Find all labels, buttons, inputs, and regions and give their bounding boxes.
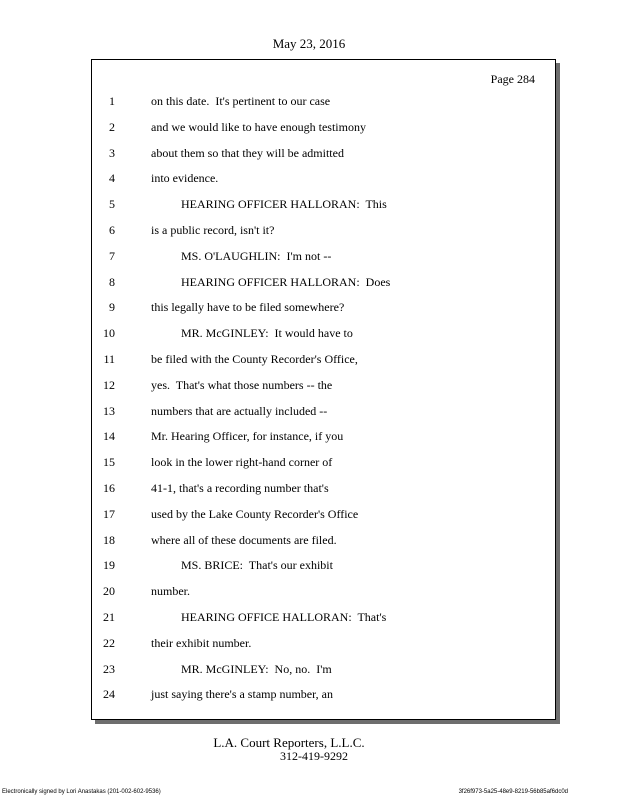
transcript-page (91, 59, 556, 720)
transcript-line (92, 533, 555, 559)
line-number: 18 (103, 532, 115, 547)
line-text: MS. BRICE: That's our exhibit (181, 558, 333, 573)
line-text: their exhibit number. (151, 635, 252, 650)
line-number: 12 (103, 377, 115, 392)
transcript-line (92, 636, 555, 662)
line-text: be filed with the County Recorder's Office, (151, 351, 358, 366)
line-text: MR. McGINLEY: No, no. I'm (181, 661, 332, 676)
transcript-line (92, 94, 555, 120)
transcript-line (92, 249, 555, 275)
line-number: 22 (103, 635, 115, 650)
page-number: Page 284 (490, 72, 535, 86)
transcript-line (92, 378, 555, 404)
footer-company: L.A. Court Reporters, L.L.C. (213, 735, 365, 750)
transcript-line (92, 662, 555, 688)
line-text: yes. That's what those numbers -- the (151, 377, 333, 392)
line-number: 9 (109, 300, 115, 315)
line-number: 11 (103, 351, 115, 366)
line-text: is a public record, isn't it? (151, 222, 275, 237)
transcript-line (92, 223, 555, 249)
line-text: MS. O'LAUGHLIN: I'm not -- (181, 248, 332, 263)
line-text: used by the Lake County Recorder's Office (151, 506, 359, 521)
line-number: 24 (103, 687, 115, 702)
transcript-line (92, 120, 555, 146)
line-text: number. (151, 584, 190, 599)
line-number: 16 (103, 480, 115, 495)
line-number: 6 (109, 222, 115, 237)
line-number: 19 (103, 558, 115, 573)
line-number: 1 (109, 94, 115, 108)
line-number: 3 (109, 145, 115, 160)
line-number: 10 (103, 326, 115, 341)
line-number: 17 (103, 506, 115, 521)
line-number: 4 (109, 171, 115, 186)
transcript-line (92, 352, 555, 378)
line-number: 5 (109, 197, 115, 212)
line-number: 23 (103, 661, 115, 676)
line-text: MR. McGINLEY: It would have to (181, 326, 353, 341)
signature-id: 3f26f973-5a25-48e9-8219-56b85af6dc0d (458, 789, 568, 795)
line-number: 13 (103, 403, 115, 418)
line-number: 14 (103, 429, 115, 444)
transcript-line (92, 507, 555, 533)
line-text: Mr. Hearing Officer, for instance, if you (151, 429, 344, 444)
signature-note: Electronically signed by Lori Anastakas (201-002-602-9536) (2, 789, 161, 795)
transcript-line (92, 197, 555, 223)
line-number: 15 (103, 455, 115, 470)
line-number: 2 (109, 119, 115, 134)
line-text: 41-1, that's a recording number that's (151, 480, 329, 495)
transcript-line (92, 429, 555, 455)
transcript-line (92, 146, 555, 172)
line-text: where all of these documents are filed. (151, 532, 337, 547)
transcript-line (92, 558, 555, 584)
line-text: HEARING OFFICE HALLORAN: That's (181, 609, 387, 624)
line-text: this legally have to be filed somewhere? (151, 300, 345, 315)
line-text: HEARING OFFICER HALLORAN: Does (181, 274, 391, 289)
transcript-lines (92, 94, 555, 713)
transcript-line (92, 404, 555, 430)
transcript-line (92, 687, 555, 713)
header-date: May 23, 2016 (272, 36, 346, 51)
line-number: 21 (103, 609, 115, 624)
transcript-line (92, 610, 555, 636)
line-number: 20 (103, 584, 115, 599)
footer-phone: 312-419-9292 (280, 749, 348, 763)
line-text: on this date. It's pertinent to our case (151, 94, 331, 108)
line-text: into evidence. (151, 171, 219, 186)
transcript-line (92, 300, 555, 326)
line-text: and we would like to have enough testimony (151, 119, 366, 134)
line-number: 8 (109, 274, 115, 289)
transcript-line (92, 481, 555, 507)
line-text: numbers that are actually included -- (151, 403, 328, 418)
transcript-line (92, 584, 555, 610)
transcript-line (92, 326, 555, 352)
transcript-line (92, 275, 555, 301)
line-text: look in the lower right-hand corner of (151, 455, 333, 470)
transcript-line (92, 455, 555, 481)
transcript-line (92, 171, 555, 197)
line-number: 7 (109, 248, 115, 263)
line-text: HEARING OFFICER HALLORAN: This (181, 197, 387, 212)
line-text: just saying there's a stamp number, an (151, 687, 333, 702)
line-text: about them so that they will be admitted (151, 145, 344, 160)
